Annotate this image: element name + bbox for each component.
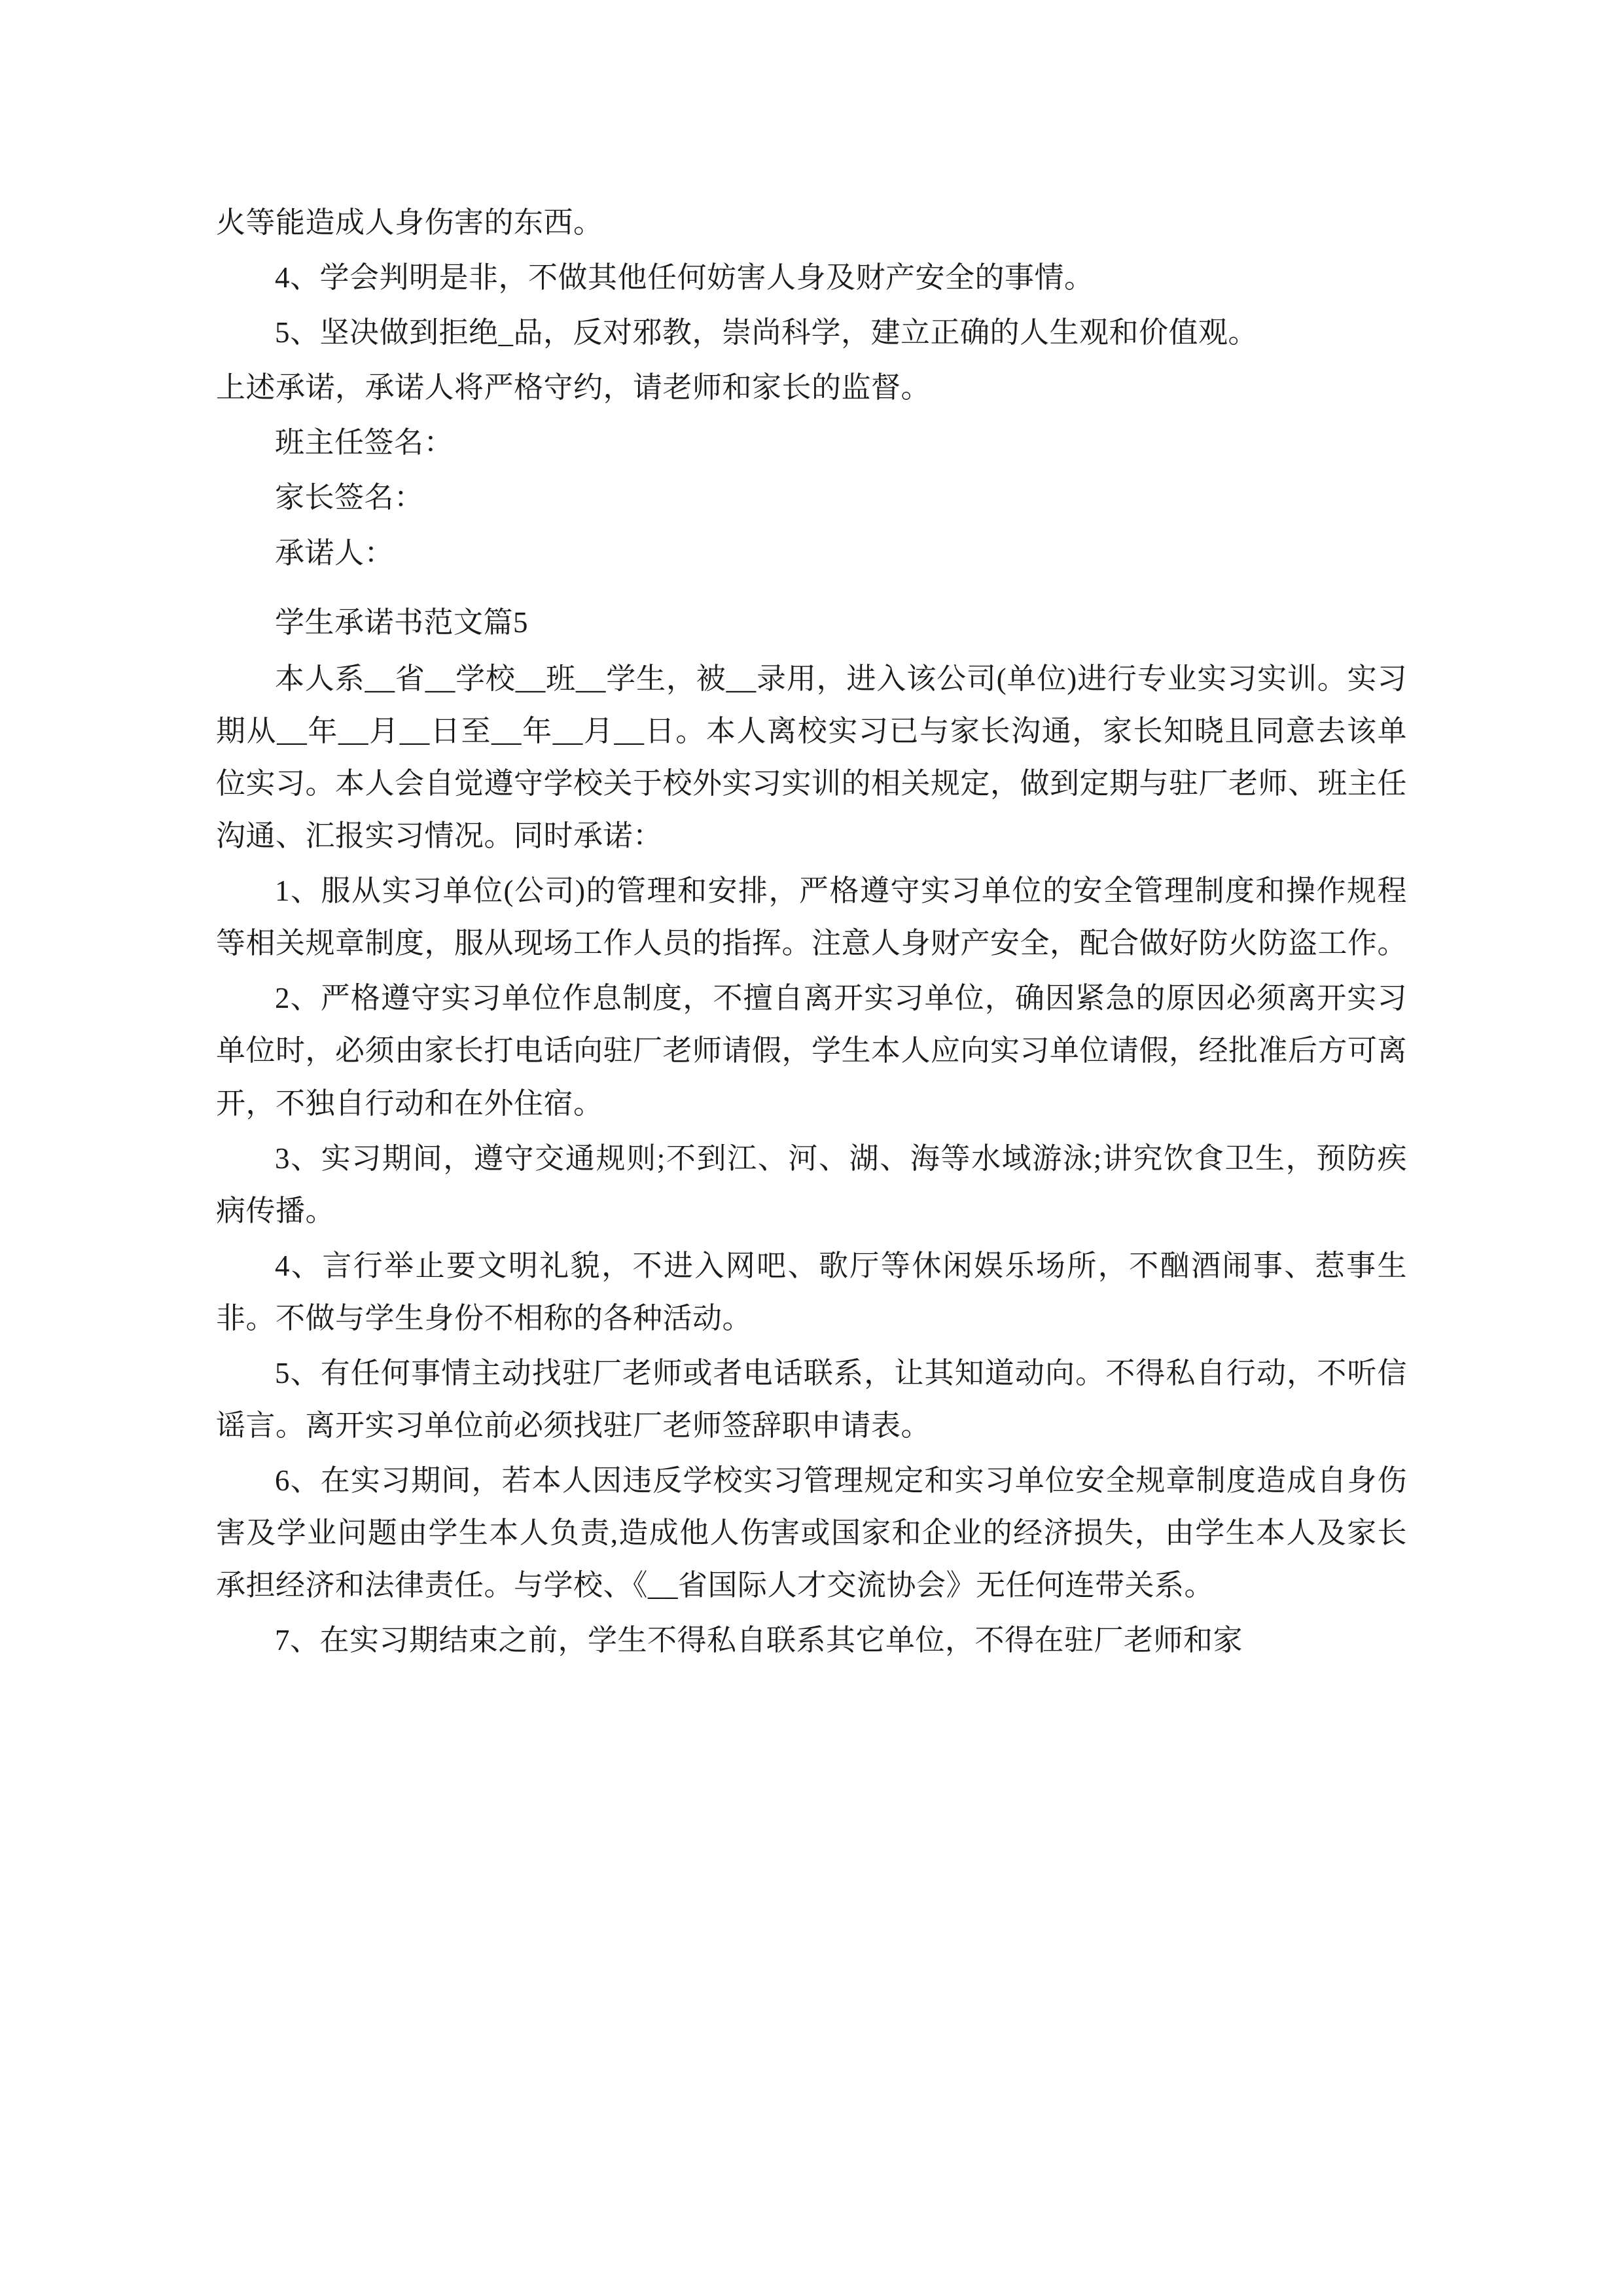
paragraph-item-4: 4、言行举止要文明礼貌，不进入网吧、歌厅等休闲娱乐场所，不酗酒闹事、惹事生非。不做与学生身份不相称的各种活动。 <box>216 1249 1407 1335</box>
paragraph-item-4-prev: 4、学会判明是非，不做其他任何妨害人身及财产安全的事情。 <box>275 261 1094 295</box>
paragraph-intro: 本人系__省__学校__班__学生，被__录用，进入该公司(单位)进行专业实习实训。实习期从__年__月__日至__年__月__日。本人离校实习已与家长沟通，家长知晓且同意去该单位实习。本人会自觉遵守学校关于校外实习实训的相关规定，做到定期与驻厂老师、班主任沟通、汇报实习情况。同时承诺： <box>216 662 1408 853</box>
signature-line-teacher: 班主任签名： <box>275 426 454 459</box>
paragraph-line-fire-hazard: 火等能造成人身伤害的东西。 <box>216 206 603 239</box>
paragraph-closing-prev: 上述承诺，承诺人将严格守约，请老师和家长的监督。 <box>216 371 931 404</box>
paragraph-item-5: 5、有任何事情主动找驻厂老师或者电话联系，让其知道动向。不得私自行动，不听信谣言。离开实习单位前必须找驻厂老师签辞职申请表。 <box>216 1356 1407 1443</box>
document-body <box>216 196 1407 1667</box>
paragraph-item-2: 2、严格遵守实习单位作息制度，不擅自离开实习单位，确因紧急的原因必须离开实习单位时，必须由家长打电话向驻厂老师请假，学生本人应向实习单位请假，经批准后方可离开，不独自行动和在外住宿。 <box>216 982 1408 1120</box>
paragraph-item-7: 7、在实习期结束之前，学生不得私自联系其它单位，不得在驻厂老师和家 <box>275 1624 1243 1657</box>
paragraph-item-5-prev: 5、坚决做到拒绝_品，反对邪教，崇尚科学，建立正确的人生观和价值观。 <box>275 316 1258 350</box>
section-heading: 学生承诺书范文篇5 <box>275 605 529 639</box>
paragraph-item-1: 1、服从实习单位(公司)的管理和安排，严格遵守实习单位的安全管理制度和操作规程等相关规章制度，服从现场工作人员的指挥。注意人身财产安全，配合做好防火防盗工作。 <box>216 874 1408 960</box>
signature-line-parent: 家长签名： <box>275 481 424 514</box>
paragraph-item-3: 3、实习期间，遵守交通规则;不到江、河、湖、海等水域游泳;讲究饮食卫生，预防疾病传播。 <box>216 1141 1407 1227</box>
signature-line-promisor: 承诺人： <box>275 536 395 569</box>
paragraph-item-6: 6、在实习期间，若本人因违反学校实习管理规定和实习单位安全规章制度造成自身伤害及学业问题由学生本人负责,造成他人伤害或国家和企业的经济损失，由学生本人及家长承担经济和法律责任。与学校、《__省国际人才交流协会》无任何连带关系。 <box>216 1464 1407 1602</box>
